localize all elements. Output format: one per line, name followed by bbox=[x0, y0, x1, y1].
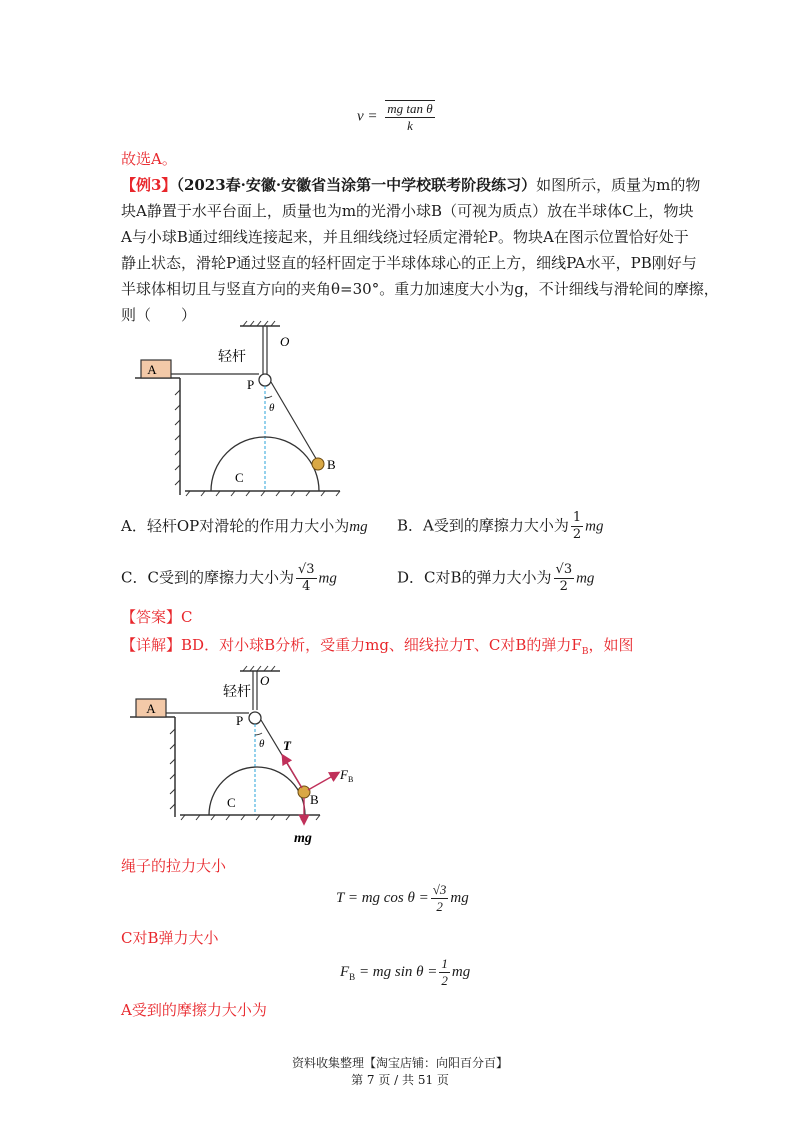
option-d-den: 2 bbox=[559, 579, 568, 594]
fig1-label-rod: 轻杆 bbox=[218, 350, 246, 365]
option-c-text: C．C受到的摩擦力大小为 bbox=[121, 568, 294, 587]
option-b-text: B．A受到的摩擦力大小为 bbox=[397, 516, 569, 535]
eq-f-den: 2 bbox=[441, 973, 448, 988]
fig2-label-fb-main: F bbox=[340, 767, 348, 782]
fig1-label-a: A bbox=[147, 362, 157, 377]
fig2-label-fb bbox=[339, 767, 353, 784]
previous-conclusion: 故选A。 bbox=[121, 150, 177, 168]
fig2-label-o: O bbox=[260, 673, 270, 688]
fig1-label-b: B bbox=[327, 457, 336, 472]
figure-1-diagram bbox=[135, 320, 350, 500]
option-a-text: A．轻杆OP对滑轮的作用力大小为 bbox=[121, 517, 350, 535]
example-tag: 【例3】 bbox=[121, 176, 177, 194]
fig2-label-rod: 轻杆 bbox=[223, 685, 251, 700]
example-text-1: 如图所示，质量为m的物 bbox=[536, 176, 701, 194]
option-d-num: √3 bbox=[555, 562, 573, 577]
top-formula-lhs: v = bbox=[357, 108, 378, 125]
fig2-label-fb-sub: B bbox=[347, 775, 354, 784]
example-line-1 bbox=[121, 172, 700, 198]
answer-value: C bbox=[181, 608, 193, 626]
top-formula bbox=[357, 100, 437, 134]
option-c[interactable] bbox=[121, 562, 337, 595]
eq-f-lhs-main: F bbox=[340, 963, 350, 980]
eq-f-num: 1 bbox=[441, 956, 448, 971]
detail-text: BD．对小球B分析，受重力mg、细线拉力T、C对B的弹力F bbox=[181, 636, 582, 654]
fig1-label-o: O bbox=[280, 334, 290, 349]
detail-sub: B bbox=[581, 647, 589, 657]
detail-tag: 【详解】 bbox=[121, 636, 182, 654]
eq-t-num: √3 bbox=[432, 882, 447, 897]
eq-f-tail: mg bbox=[451, 963, 471, 980]
detail-line bbox=[121, 632, 633, 665]
equation-normal-force bbox=[340, 956, 470, 989]
rope-tension-label: 绳子的拉力大小 bbox=[121, 857, 227, 875]
example-line-6: 则（ ） bbox=[121, 306, 197, 324]
example-line-4: 静止状态，滑轮P通过竖直的轻杆固定于半球体球心的正上方，细线PA水平，PB刚好与 bbox=[121, 254, 697, 272]
option-b[interactable] bbox=[397, 510, 603, 543]
fig2-label-b: B bbox=[310, 792, 319, 807]
fig1-label-c: C bbox=[235, 470, 244, 485]
footer-source: 资料收集整理【淘宝店铺：向阳百分百】 bbox=[291, 1056, 508, 1070]
option-c-den: 4 bbox=[302, 579, 311, 594]
option-c-num: √3 bbox=[297, 562, 315, 577]
option-a-tail: mg bbox=[349, 519, 368, 535]
normal-force-label: C对B弹力大小 bbox=[121, 929, 219, 947]
eq-f-lhs-sub: B bbox=[349, 971, 356, 982]
example-line-5: 半球体相切且与竖直方向的夹角θ=30°。重力加速度大小为g，不计细线与滑轮间的摩擦， bbox=[121, 280, 719, 298]
equation-tension bbox=[336, 882, 469, 915]
eq-t-den: 2 bbox=[436, 899, 443, 914]
example-line-2: 块A静置于水平台面上，质量也为m的光滑小球B（可视为质点）放在半球体C上，物块 bbox=[121, 202, 694, 220]
fig1-label-p: P bbox=[247, 377, 255, 392]
top-formula-denominator: k bbox=[407, 118, 413, 133]
fig2-label-theta: θ bbox=[259, 738, 265, 750]
eq-f-mid: = mg sin θ = bbox=[358, 963, 438, 980]
option-d-tail: mg bbox=[576, 570, 595, 587]
top-formula-numerator: mg tan θ bbox=[387, 101, 433, 116]
fig2-label-p: P bbox=[236, 713, 244, 728]
answer-line bbox=[121, 604, 193, 630]
fig1-label-theta: θ bbox=[269, 402, 275, 414]
option-b-den: 2 bbox=[572, 527, 582, 542]
option-b-num: 1 bbox=[572, 510, 582, 525]
fig2-label-t: T bbox=[283, 738, 291, 753]
detail-tail: ，如图 bbox=[588, 636, 634, 654]
fig2-label-mg: mg bbox=[294, 831, 312, 846]
answer-tag: 【答案】 bbox=[121, 608, 182, 626]
eq-t-lhs: T = mg cos θ = bbox=[336, 889, 429, 906]
option-b-tail: mg bbox=[585, 518, 604, 535]
option-d[interactable] bbox=[397, 562, 594, 595]
friction-label: A受到的摩擦力大小为 bbox=[121, 1001, 267, 1019]
option-c-tail: mg bbox=[318, 570, 337, 587]
example-line-3: A与小球B通过细线连接起来，并且细线绕过轻质定滑轮P。物块A在图示位置恰好处于 bbox=[121, 228, 689, 246]
footer-page-number: 第 7 页 / 共 51 页 bbox=[351, 1073, 449, 1087]
eq-t-tail: mg bbox=[450, 889, 469, 906]
figure-2-diagram bbox=[130, 665, 370, 850]
option-a[interactable] bbox=[121, 515, 368, 538]
option-d-text: D．C对B的弹力大小为 bbox=[397, 568, 552, 587]
fig2-label-a: A bbox=[146, 701, 156, 716]
fig2-label-c: C bbox=[227, 795, 236, 810]
example-source: （2023春·安徽·安徽省当涂第一中学校联考阶段练习） bbox=[176, 176, 537, 194]
